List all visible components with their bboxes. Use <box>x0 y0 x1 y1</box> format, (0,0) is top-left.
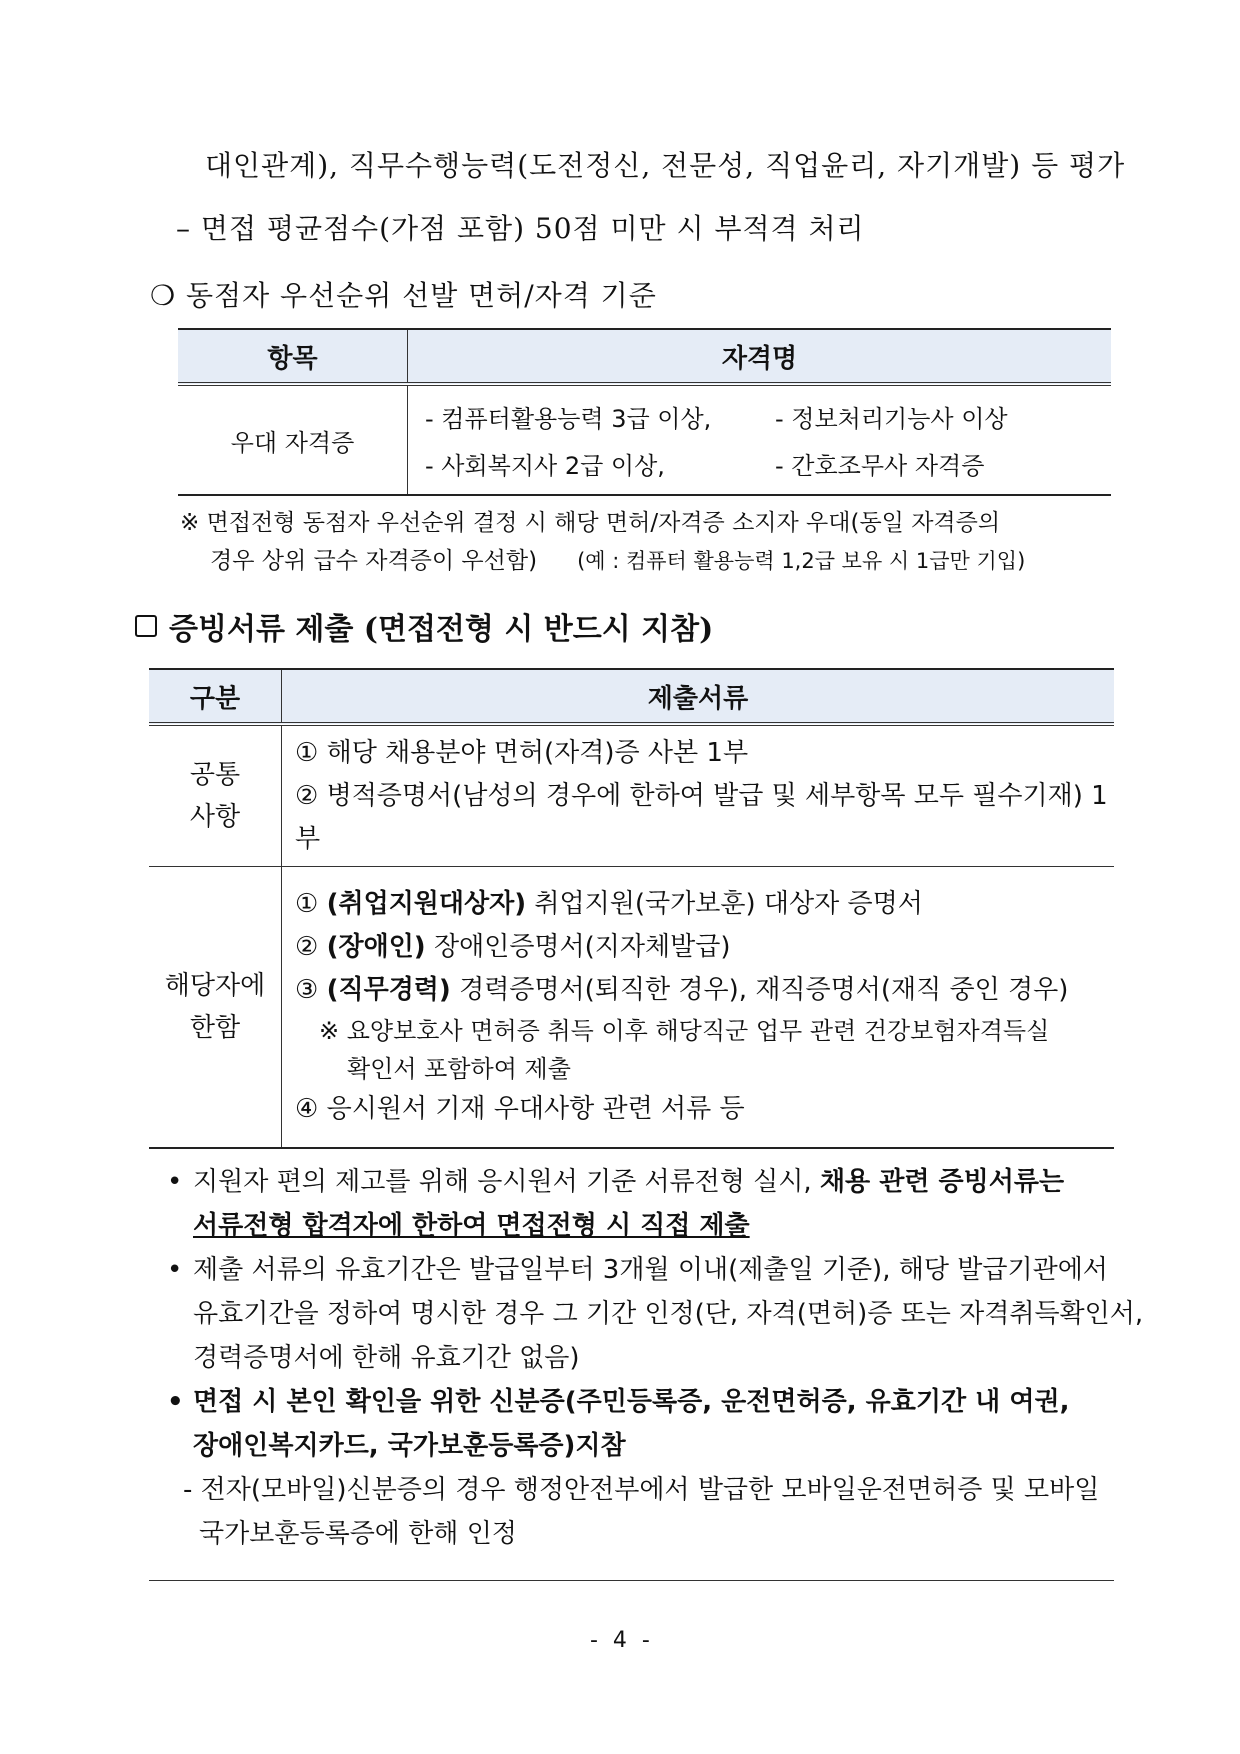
note-line-1: ※ 면접전형 동점자 우선순위 결정 시 해당 면허/자격증 소지자 우대(동일 자격증의 <box>180 510 1001 536</box>
sub-note: - 전자(모바일)신분증의 경우 행정안전부에서 발급한 모바일운전면허증 및 모바일 국가보훈등록증에 한해 인정 <box>183 1475 1100 1549</box>
table1-header-qualification: 자격명 <box>408 329 1112 384</box>
bullet-item: • 면접 시 본인 확인을 위한 신분증(주민등록증, 운전면허증, 유효기간 내 여권, 장애인복지카드, 국가보훈등록증)지참 <box>163 1380 1113 1468</box>
table2-applicable-label: 해당자에 한함 <box>149 867 282 1149</box>
table2-common-cell <box>282 724 1115 867</box>
document-note-cont: 확인서 포함하여 제출 <box>347 1055 571 1083</box>
document-item: ③ (직무경력) 경력증명서(퇴직한 경우), 재직증명서(재직 중인 경우) <box>295 975 1069 1005</box>
table2-header-category: 구분 <box>149 669 282 724</box>
document-item: ① (취업지원대상자) 취업지원(국가보훈) 대상자 증명서 <box>295 889 923 919</box>
qualification-item: - 컴퓨터활용능력 3급 이상, <box>425 405 712 433</box>
intro-line-2: – 면접 평균점수(가점 포함) 50점 미만 시 부적격 처리 <box>176 212 865 245</box>
document-item: ② 병적증명서(남성의 경우에 한하여 발급 및 세부항목 모두 필수기재) 1부 <box>295 780 1108 854</box>
notice-bullets <box>163 1160 1144 1556</box>
qualification-table <box>178 328 1111 496</box>
table2-applicable-cell <box>282 867 1115 1149</box>
table1-qualification-cell <box>408 384 1112 495</box>
bullet-item: • 지원자 편의 제고를 위해 응시원서 기준 서류전형 실시, 채용 관련 증빙서류는 서류전형 합격자에 한하여 면접전형 시 직접 제출 <box>163 1160 1113 1248</box>
document-note: ※ 요양보호사 면허증 취득 이후 해당직군 업무 관련 건강보험자격득실 <box>319 1017 1050 1045</box>
page-number: - 4 - <box>590 1628 654 1653</box>
table1-row-label: 우대 자격증 <box>178 384 408 495</box>
document-item: ① 해당 채용분야 면허(자격)증 사본 1부 <box>295 737 749 768</box>
footer-divider <box>149 1580 1114 1581</box>
document-item: ② (장애인) 장애인증명서(지자체발급) <box>295 932 731 962</box>
note-line-2: 경우 상위 급수 자격증이 우선함) (예 : 컴퓨터 활용능력 1,2급 보유 시 1급만 기입) <box>210 548 1026 574</box>
bullet-item: • 제출 서류의 유효기간은 발급일부터 3개월 이내(제출일 기준), 해당 발급기관에서 유효기간을 정하여 명시한 경우 그 기간 인정(단, 자격(면허)증 또는 자격취득확인서, 경력증명서에 한해 유효기간 없음) <box>163 1248 1113 1380</box>
documents-table <box>149 668 1114 1149</box>
qualification-item: - 간호조무사 자격증 <box>775 452 985 480</box>
table1-header-item: 항목 <box>178 329 408 384</box>
table1-note <box>180 504 1025 580</box>
section-heading-tie-rule: ❍ 동점자 우선순위 선발 면허/자격 기준 <box>150 279 657 312</box>
table2-common-label: 공통 사항 <box>149 724 282 867</box>
checkbox-square-icon <box>135 615 157 637</box>
qualification-item: - 사회복지사 2급 이상, <box>425 452 665 480</box>
document-item: ④ 응시원서 기재 우대사항 관련 서류 등 <box>295 1094 745 1124</box>
intro-line-1: 대인관계), 직무수행능력(도전정신, 전문성, 직업윤리, 자기개발) 등 평가 <box>205 149 1126 182</box>
note-example: (예 : 컴퓨터 활용능력 1,2급 보유 시 1급만 기입) <box>577 549 1026 573</box>
table2-header-documents: 제출서류 <box>282 669 1115 724</box>
section-heading-documents: 증빙서류 제출 (면접전형 시 반드시 지참) <box>135 604 713 648</box>
qualification-item: - 정보처리기능사 이상 <box>775 405 1008 433</box>
